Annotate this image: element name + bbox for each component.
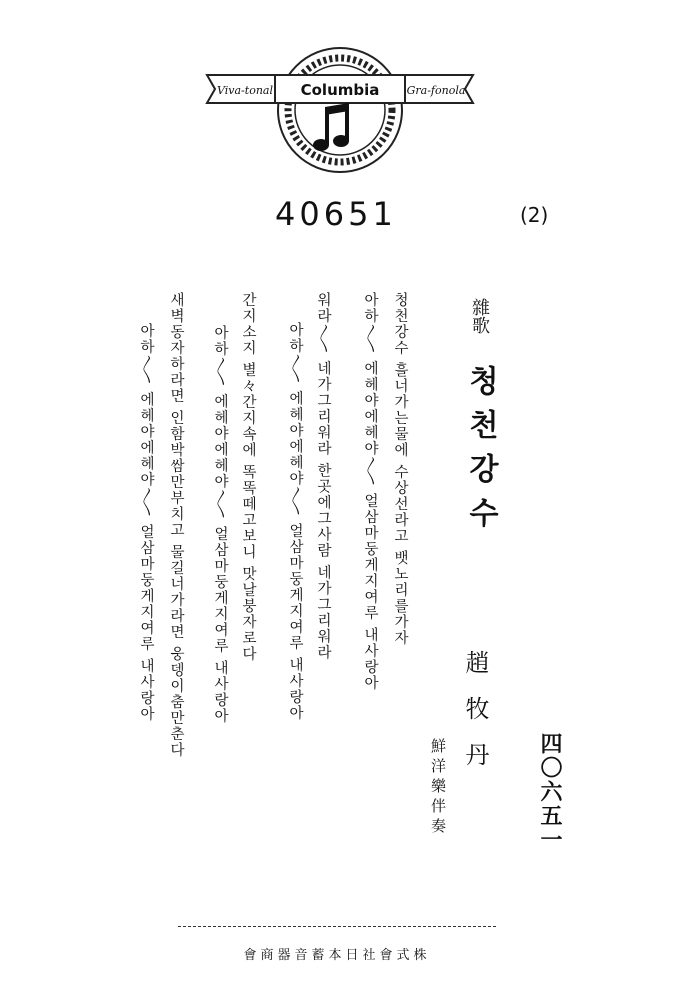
lyric-line: 청천강수 흘너가는물에 수상선라고 뱃노리를가자 bbox=[392, 292, 408, 647]
lyric-line: 간지소지 별々간지속에 똑똑떼고보니 맛날붕자로다 bbox=[240, 292, 256, 663]
logo-left-banner-text: Viva-tonal bbox=[217, 84, 273, 97]
catalog-number: 40651 bbox=[275, 195, 397, 233]
lyric-line: 아하〳〵 에헤야에헤야〳〵 얼삼마둥게지여루 내사랑아 bbox=[212, 325, 228, 725]
lyric-line: 아하〳〵 에헤야에헤야〳〵 얼삼마둥게지여루 내사랑아 bbox=[138, 323, 154, 723]
genre-label: 雜歌 bbox=[469, 298, 490, 334]
columbia-logo bbox=[205, 45, 475, 175]
song-title: 청천강수 bbox=[463, 365, 498, 541]
lyric-line: 아하〳〵 에헤야에헤야〳〵 얼삼마둥게지여루 내사랑아 bbox=[362, 292, 378, 692]
logo-brand-text: Columbia bbox=[300, 81, 380, 99]
lyric-line: 아하〳〵 에헤야에헤야〳〵 얼삼마둥게지여루 내사랑아 bbox=[287, 322, 303, 722]
lyric-line: 새벽동자하라면 인함박쌈만부치고 물길너가라면 웅뎅이춤만춘다 bbox=[168, 292, 184, 759]
side-number: (2) bbox=[520, 203, 549, 227]
music-notes-icon bbox=[313, 103, 349, 151]
company-name: 株式會社日本蓄音器商會 bbox=[243, 948, 431, 963]
lyric-line: 워라〳〵 네가그리워라 한곳에그사람 네가그리워라 bbox=[315, 292, 331, 661]
accompaniment-label: 鮮洋樂伴奏 bbox=[429, 738, 447, 838]
bottom-divider bbox=[178, 926, 496, 927]
artist-name: 趙牧丹 bbox=[461, 650, 489, 788]
catalog-number-kanji: 四〇六五一 bbox=[537, 732, 563, 852]
logo-right-banner-text: Gra-fonola bbox=[406, 84, 466, 97]
